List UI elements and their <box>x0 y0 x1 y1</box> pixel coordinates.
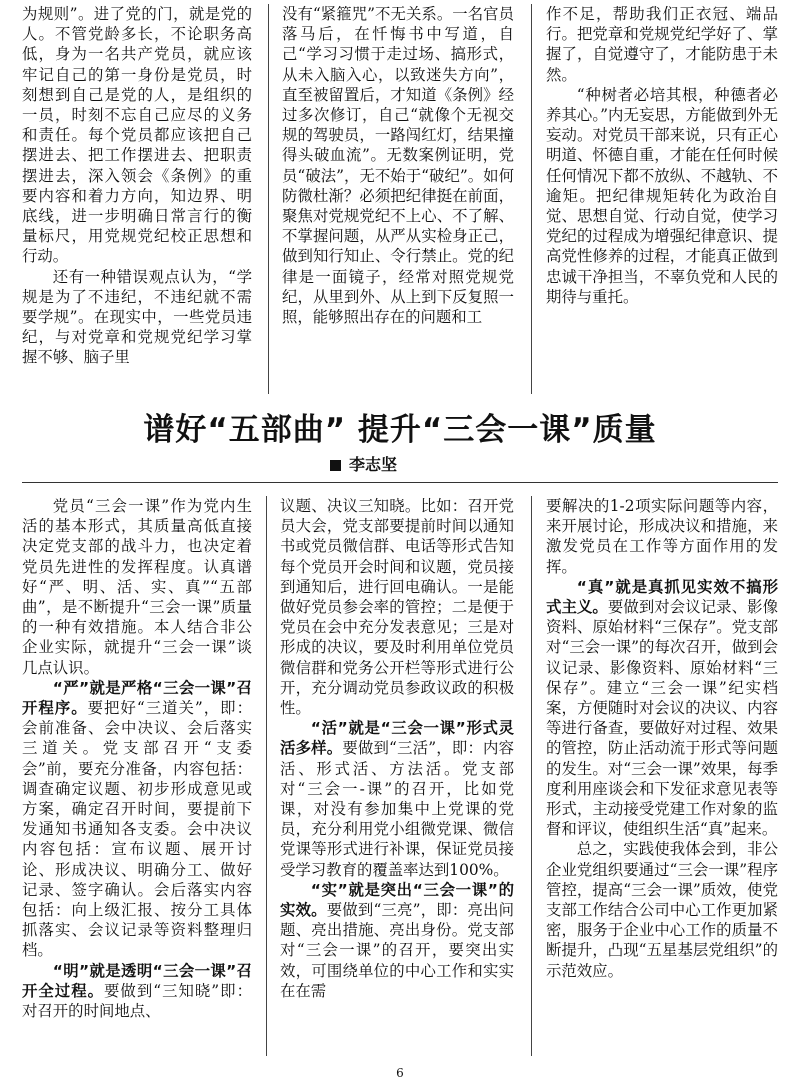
paragraph-text: 议题、决议三知晓。比如：召开党员大会，党支部要提前时间以通知书或党员微信群、电话等形式告知每个党员开会时间和议题，党员接到通知后，进行回电确认。一是能做好党员参会率的管控；二是便于党员在会中充分发表意见；三是对形成的决议，要及时利用单位党员微信群和党务公开栏等形式进行公开，充分调动党员参政议政的积极性。 <box>280 497 514 718</box>
paragraph-text: 要做到对会议记录、影像资料、原始材料“三保存”。党支部对“三会一课”的每次召开，做到会议记录、影像资料、原始材料“三保存”。建立“三会一课”纪实档案，方便随时对会议的决议、内容等进行备查，要做好对过程、效果的管控，防止活动流于形式等问题的发生。对“三会一课”效果，每季度利用座谈会和下发征求意见表等形式，主动接受党建工作对象的监督和评议，使组织生活“真”起来。 <box>546 598 778 839</box>
section-divider <box>22 482 778 483</box>
paragraph-text: 没有“紧箍咒”不无关系。一名官员落马后，在忏悔书中写道，自己“学习习惯于走过场、搞形式，从未入脑入心，以致迷失方向”，直至被留置后，才知道《条例》经过多次修订，自己“就像个无视交规的驾驶员，一路闯红灯，结果撞得头破血流”。无数案例证明，党员“破法”，无不始于“破纪”。如何防微杜渐？必须把纪律挺在前面，聚焦对党规党纪不上心、不了解、不掌握问题，从严从实检身正己，做到知行知止、令行禁止。党的纪律是一面镜子，经常对照党规党纪，从里到外、从上到下反复照一照，能够照出存在的问题和工 <box>282 5 514 327</box>
paragraph-text: 总之，实践使我体会到，非公企业党组织要通过“三会一课”程序管控，提高“三会一课”质效，使党支部工作结合公司中心工作更加紧密，服务于企业中心工作的质量不断提升，凸现“五星基层党组织”的示范效应。 <box>546 840 778 980</box>
paragraph-text: “种树者必培其根，种德者必养其心。”内无妄思，方能做到外无妄动。对党员干部来说，只有正心明道、怀德自重，才能在任何时候任何情况下都不放纵、不越轨、不逾矩。把纪律规矩转化为政治自觉、思想自觉、行动自觉，使学习党纪的过程成为增强纪律意识、提高党性修养的过程，才能真正做到忠诚干净担当，不辜负党和人民的期待与重托。 <box>546 85 778 306</box>
paragraph <box>280 880 514 1001</box>
paragraph <box>280 718 514 880</box>
paragraph-text: 作不足，帮助我们正衣冠、端品行。把党章和党规党纪学好了、掌握了，自觉遵守了，才能防患于未然。 <box>546 5 778 84</box>
paragraph-text: 还有一种错误观点认为，“学规是为了不违纪，不违纪就不需要学规”。在现实中，一些党员违纪，与对党章和党规党纪学习掌握不够、脑子里 <box>22 267 252 367</box>
paragraph <box>282 4 514 327</box>
article-column-1 <box>22 496 252 1021</box>
paragraph <box>546 85 778 307</box>
author-name: 李志坚 <box>349 455 398 474</box>
paragraph <box>22 678 252 961</box>
section-heading: “明”就是透明“三会一课”召开全过程。 <box>22 961 252 1000</box>
paragraph-text: 要解决的1-2项实际问题等内容，来开展讨论，形成决议和措施，来激发党员在工作等方面作用的发挥。 <box>546 497 778 576</box>
paragraph <box>280 496 514 718</box>
paragraph-text: 要做到“三亮”，即：亮出问题、亮出措施、亮出身份。党支部对“三会一课”的召开，要突出实效，可围绕单位的中心工作和实实在在需 <box>280 901 514 1000</box>
column-divider <box>531 4 532 394</box>
article-title: 谱好“五部曲” 提升“三会一课”质量 <box>143 412 657 448</box>
top-column-1 <box>22 4 252 368</box>
paragraph <box>546 4 778 85</box>
top-column-2 <box>282 4 514 327</box>
paragraph-text: 要做到“三活”，即：内容活、形式活、方法活。党支部对“三会一-课”的召开，比如党课，对没有参加集中上党课的党员，充分利用党小组微党课、微信党课等形式进行补课，保证党员接受学习教育的覆盖率达到100%。 <box>280 739 514 879</box>
paragraph-text: 为规则”。进了党的门，就是党的人。不管党龄多长，不论职务高低，身为一名共产党员，就应该牢记自己的第一身份是党员，时刻想到自己是党的人，是组织的一员，时刻不忘自己应尽的义务和责任。每个党员都应该把自己摆进去、把工作摆进去、把职责摆进去，深入领会《条例》的重要内容和着力方向，知边界、明底线，进一步明确日常言行的衡量标尺，用党规党纪校正思想和行动。 <box>22 5 252 266</box>
section-heading: “活”就是“三会一课”形式灵活多样。 <box>280 719 514 758</box>
paragraph <box>546 496 778 577</box>
paragraph <box>546 839 778 980</box>
paragraph-text: 党员“三会一课”作为党内生活的基本形式，其质量高低直接决定党支部的战斗力，也决定着党员先进性的发挥程度。认真谱好“严、明、活、实、真”“五部曲”，是不断提升“三会一课”质量的一种有效措施。本人结合非公企业实际，就提升“三会一课”谈几点认识。 <box>22 497 252 677</box>
article-column-3 <box>546 496 778 981</box>
column-divider <box>531 496 532 1056</box>
paragraph <box>546 577 778 840</box>
paragraph-text: 要做到“三知晓”即：对召开的时间地点、 <box>22 981 252 1021</box>
column-divider <box>268 4 269 394</box>
paragraph <box>22 4 252 267</box>
top-column-3 <box>546 4 778 307</box>
section-heading: “真”就是真抓见实效不搞形式主义。 <box>546 577 778 617</box>
page-number: 6 <box>396 1066 404 1080</box>
section-heading: “严”就是严格“三会一课”召开程序。 <box>22 678 252 718</box>
paragraph <box>22 961 252 1022</box>
paragraph <box>22 496 252 678</box>
article-byline <box>330 452 397 475</box>
article-column-2 <box>280 496 514 1001</box>
paragraph <box>22 267 252 368</box>
byline-square-icon <box>330 460 341 471</box>
paragraph-text: 要把好“三道关”，即：会前准备、会中决议、会后落实三道关。党支部召开“支委会”前，要充分准备，内容包括：调查确定议题、初步形成意见或方案，确定召开时间，要提前下发通知书通知各支委。会中决议内容包括：宣布议题、展开讨论、形成决议、明确分工、做好记录、签字确认。会后落实内容包括：向上级汇报、按分工具体抓落实、会议记录等资料整理归档。 <box>22 699 252 960</box>
column-divider <box>266 496 267 1056</box>
section-heading: “实”就是突出“三会一课”的实效。 <box>280 880 514 920</box>
